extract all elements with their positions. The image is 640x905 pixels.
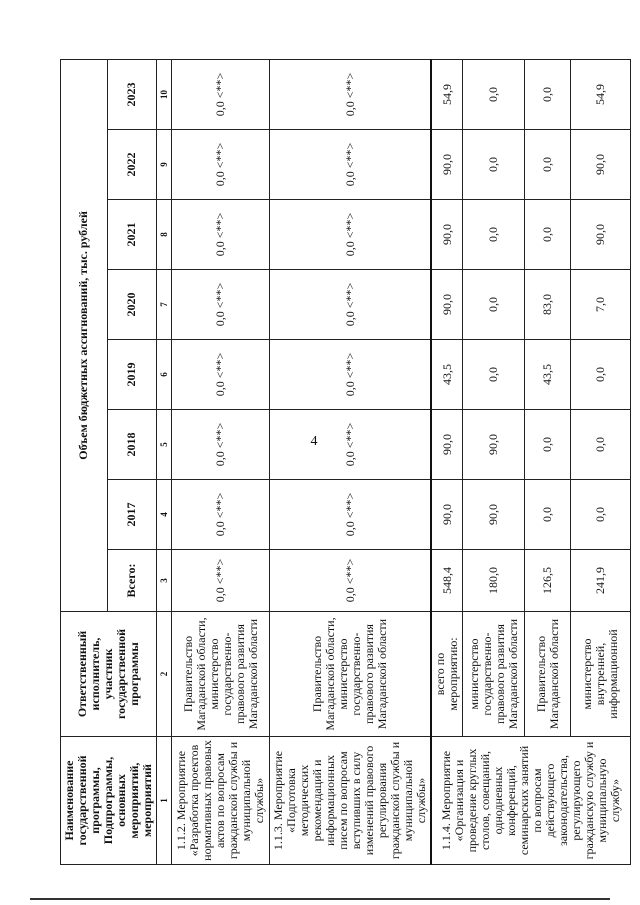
amount-cell: 90,0: [431, 130, 463, 200]
column-number: 7: [157, 270, 172, 340]
column-number: 1: [157, 737, 172, 865]
header-year: 2023: [107, 59, 156, 129]
amount-cell: 180,0: [463, 550, 525, 612]
amount-cell: 90,0: [463, 480, 525, 550]
amount-cell: 0,0 <**>: [172, 59, 270, 129]
amount-cell: 90,0: [463, 410, 525, 480]
amount-cell: 0,0: [463, 130, 525, 200]
amount-cell: 0,0 <**>: [172, 270, 270, 340]
activity-executor: министерство государственно-правового развития Магаданской области: [463, 612, 525, 737]
amount-cell: 43,5: [525, 340, 571, 410]
amount-cell: 43,5: [431, 340, 463, 410]
amount-cell: 0,0 <**>: [172, 480, 270, 550]
amount-cell: 0,0 <**>: [172, 410, 270, 480]
amount-cell: 0,0: [571, 480, 631, 550]
column-number: 10: [157, 59, 172, 129]
activity-name: 1.1.2. Мероприятие «Разработка проектов нормативных правовых актов по вопросам гражданской службы и муниципальной службы»: [172, 737, 270, 865]
header-year: 2021: [107, 200, 156, 270]
budget-table-rotated: [60, 60, 622, 865]
column-number: 9: [157, 130, 172, 200]
amount-cell: 126,5: [525, 550, 571, 612]
amount-cell: 90,0: [571, 200, 631, 270]
header-year: 2019: [107, 340, 156, 410]
page-bottom-rule: [30, 898, 610, 900]
amount-cell: 0,0 <**>: [172, 340, 270, 410]
activity-name: 1.1.4. Мероприятие «Организация и проведение круглых столов, совещаний, однодневных конференций, семинарских занятий по вопросам действующего законодательства, регулирующего гражданскую службу и муниципальную службу»: [431, 737, 631, 865]
amount-cell: 54,9: [571, 59, 631, 129]
activity-name: 1.1.3. Мероприятие «Подготовка методических рекомендаций и информационных писем по вопросам вступивших в силу изменений правового регулирования гражданской службы и муниципальной службы»: [270, 737, 432, 865]
amount-cell: 0,0: [525, 410, 571, 480]
amount-cell: 0,0: [463, 340, 525, 410]
amount-cell: 0,0: [525, 200, 571, 270]
activity-executor: всего по мероприятию:: [431, 612, 463, 737]
header-budget-group: Объем бюджетных ассигнований, тыс. рублей: [61, 59, 108, 611]
header-total: Всего:: [107, 550, 156, 612]
amount-cell: 0,0: [463, 59, 525, 129]
table-row: [172, 59, 270, 864]
amount-cell: 0,0: [463, 200, 525, 270]
amount-cell: 0,0 <**>: [270, 480, 432, 550]
table-row: [270, 59, 432, 864]
activity-executor: министерство внутренней, информационной: [571, 612, 631, 737]
amount-cell: 0,0 <**>: [172, 130, 270, 200]
amount-cell: 0,0 <**>: [270, 550, 432, 612]
amount-cell: 0,0 <**>: [172, 550, 270, 612]
amount-cell: 90,0: [431, 480, 463, 550]
column-number: 8: [157, 200, 172, 270]
page-number: 4: [310, 434, 318, 449]
amount-cell: 0,0 <**>: [270, 410, 432, 480]
column-number: 6: [157, 340, 172, 410]
amount-cell: 7,0: [571, 270, 631, 340]
amount-cell: 90,0: [431, 270, 463, 340]
activity-executor: Правительство Магаданской области: [525, 612, 571, 737]
header-year: 2017: [107, 480, 156, 550]
amount-cell: 0,0 <**>: [270, 270, 432, 340]
header-year: 2022: [107, 130, 156, 200]
header-year: 2018: [107, 410, 156, 480]
amount-cell: 90,0: [431, 200, 463, 270]
amount-cell: 0,0: [525, 130, 571, 200]
amount-cell: 90,0: [431, 410, 463, 480]
amount-cell: 83,0: [525, 270, 571, 340]
amount-cell: 54,9: [431, 59, 463, 129]
column-number: 3: [157, 550, 172, 612]
activity-executor: Правительство Магаданской области, министерство государственно-правового развития Магаданской области: [270, 612, 432, 737]
amount-cell: 0,0 <**>: [270, 340, 432, 410]
header-executor: Ответственный исполнитель, участник государственной программы: [61, 612, 157, 737]
amount-cell: 0,0: [571, 410, 631, 480]
amount-cell: 0,0 <**>: [172, 200, 270, 270]
header-year: 2020: [107, 270, 156, 340]
budget-table: [60, 59, 631, 865]
amount-cell: 0,0: [571, 340, 631, 410]
activity-executor: Правительство Магаданской области, министерство государственно-правового развития Магаданской области: [172, 612, 270, 737]
header-program-name: Наименование государственной программы, Подпрограммы, основных мероприятий, мероприятий: [61, 737, 157, 865]
table-row: [431, 59, 463, 864]
amount-cell: 241,9: [571, 550, 631, 612]
amount-cell: 0,0: [463, 270, 525, 340]
column-number: 4: [157, 480, 172, 550]
amount-cell: 0,0: [525, 480, 571, 550]
amount-cell: 548,4: [431, 550, 463, 612]
amount-cell: 0,0 <**>: [270, 200, 432, 270]
column-number: 2: [157, 612, 172, 737]
amount-cell: 0,0: [525, 59, 571, 129]
column-number: 5: [157, 410, 172, 480]
amount-cell: 90,0: [571, 130, 631, 200]
amount-cell: 0,0 <**>: [270, 130, 432, 200]
amount-cell: 0,0 <**>: [270, 59, 432, 129]
